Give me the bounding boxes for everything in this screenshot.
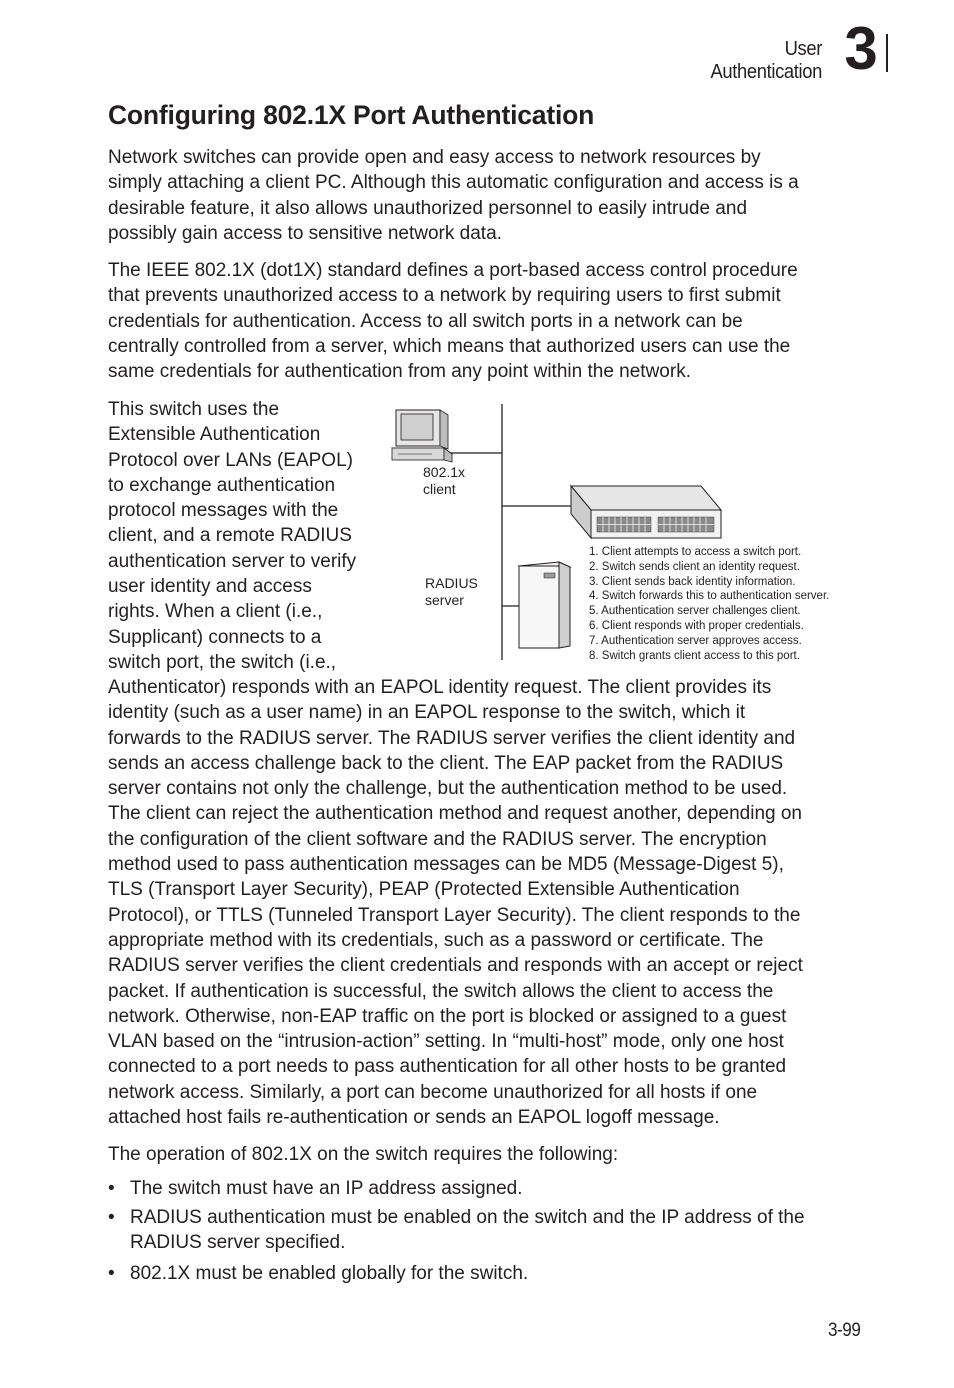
section-heading: Configuring 802.1X Port Authentication	[108, 100, 595, 130]
paragraph-line: network. Otherwise, non-EAP traffic on the port is blocked or assigned to a guest	[108, 1005, 787, 1027]
auth-step: 1. Client attempts to access a switch port.	[589, 546, 802, 558]
paragraph-line: desirable feature, it also allows unauthorized personnel to easily intrude and	[108, 197, 748, 219]
bullet-marker: •	[108, 1207, 115, 1228]
paragraph-line: Network switches can provide open and easy access to network resources by	[108, 147, 761, 168]
bullet-marker: •	[108, 1178, 115, 1199]
client-label-line: client	[423, 481, 456, 497]
paragraph-line: user identity and access	[108, 576, 312, 598]
dot1x-diagram	[388, 402, 878, 664]
paragraph-line: client, and a remote RADIUS	[108, 525, 352, 547]
paragraph-2	[108, 258, 798, 384]
bullet-marker: •	[108, 1263, 115, 1284]
auth-step: 4. Switch forwards this to authentication server.	[589, 590, 830, 603]
paragraph-line: centrally controlled from a server, which means that authorized users can use the	[108, 335, 791, 357]
paragraph-line: method used to pass authentication messages can be MD5 (Message-Digest 5),	[108, 854, 784, 876]
paragraph-line: switch port, the switch (i.e.,	[108, 651, 337, 673]
paragraph-line: The client can reject the authentication method and request another, depending on	[108, 803, 802, 825]
paragraph-1	[108, 145, 799, 246]
paragraph-line: forwards to the RADIUS server. The RADIUS server verifies the client identity and	[108, 727, 796, 749]
chapter-number: 3	[844, 15, 878, 82]
bullet-line: The switch must have an IP address assigned.	[130, 1178, 523, 1199]
client-label-line: 802.1x	[423, 464, 466, 480]
paragraph-line: credentials for authentication. Access to all switch ports in a network can be	[108, 310, 743, 332]
paragraph-line: possibly gain access to sensitive network data.	[108, 222, 502, 244]
bullet-line: RADIUS authentication must be enabled on the switch and the IP address of the	[130, 1207, 805, 1228]
radius-server-icon	[519, 562, 570, 648]
paragraph-line: authentication server to verify	[108, 550, 357, 572]
paragraph-line: Authenticator) responds with an EAPOL identity request. The client provides its	[108, 677, 772, 698]
server-label-line: server	[425, 592, 464, 608]
server-label	[425, 575, 478, 609]
paragraph-line: protocol messages with the	[108, 500, 339, 522]
paragraph-line: packet. If authentication is successful, the switch allows the client to access the	[108, 980, 774, 1002]
paragraph-line: This switch uses the	[108, 399, 280, 420]
paragraph-line: VLAN based on the “intrusion-action” setting. In “multi-host” mode, only one host	[108, 1031, 784, 1053]
bullet-line: 802.1X must be enabled globally for the switch.	[130, 1263, 529, 1284]
client-pc-icon	[392, 410, 452, 462]
paragraph-line: connected to a port needs to pass authentication for all other hosts to be granted	[108, 1056, 787, 1078]
paragraph-line: simply attaching a client PC. Although this automatic configuration and access is a	[108, 172, 799, 194]
paragraph-line: Protocol), or TTLS (Tunneled Transport Layer Security). The client responds to the	[108, 904, 801, 926]
page-number: 3-99	[828, 1320, 861, 1341]
client-label	[423, 464, 465, 498]
paragraph-line: Supplicant) connects to a	[108, 626, 322, 648]
paragraph-line: Extensible Authentication	[108, 424, 321, 446]
paragraph-line: appropriate method with its credentials, such as a password or certificate. The	[108, 929, 764, 951]
switch-icon	[571, 486, 721, 538]
paragraph-line: server contains not only the challenge, but the authentication method to be used.	[108, 778, 788, 800]
paragraph-line: RADIUS server verifies the client credentials and responds with an accept or reject	[108, 955, 803, 977]
paragraph-3-wrapped	[108, 397, 356, 675]
paragraph-4: The operation of 802.1X on the switch requires the following:	[108, 1144, 619, 1165]
paragraph-line: network access. Similarly, a port can become unauthorized for all hosts if one	[108, 1081, 758, 1103]
paragraph-3-full	[108, 675, 803, 1130]
auth-step: 6. Client responds with proper credentials.	[589, 619, 804, 632]
auth-step: 8. Switch grants client access to this port.	[589, 649, 800, 662]
chapter-divider	[886, 34, 888, 72]
auth-step: 5. Authentication server challenges client.	[589, 605, 801, 618]
paragraph-line: TLS (Transport Layer Security), PEAP (Protected Extensible Authentication	[108, 879, 740, 901]
paragraph-line: to exchange authentication	[108, 474, 336, 496]
running-header-title: User Authentication	[710, 38, 822, 83]
paragraph-line: identity (such as a user name) in an EAPOL response to the switch, which it	[108, 702, 746, 724]
server-label-line: RADIUS	[425, 575, 478, 591]
paragraph-line: the configuration of the client software and the RADIUS server. The encryption	[108, 828, 767, 850]
auth-step: 2. Switch sends client an identity request.	[589, 560, 800, 573]
bullet-line: RADIUS server specified.	[130, 1232, 346, 1254]
auth-step: 3. Client sends back identity information.	[589, 575, 796, 588]
paragraph-line: The IEEE 802.1X (dot1X) standard defines a port-based access control procedure	[108, 260, 798, 281]
auth-steps-list	[589, 545, 829, 663]
paragraph-line: that prevents unauthorized access to a network by requiring users to first submit	[108, 285, 781, 307]
paragraph-line: rights. When a client (i.e.,	[108, 601, 323, 623]
paragraph-line: Protocol over LANs (EAPOL)	[108, 449, 353, 471]
paragraph-line: attached host fails re-authentication or sends an EAPOL logoff message.	[108, 1107, 720, 1129]
paragraph-line: sends an access challenge back to the client. The EAP packet from the RADIUS	[108, 752, 784, 774]
auth-step: 7. Authentication server approves access.	[589, 634, 802, 647]
paragraph-line: same credentials for authentication from any point within the network.	[108, 361, 691, 383]
